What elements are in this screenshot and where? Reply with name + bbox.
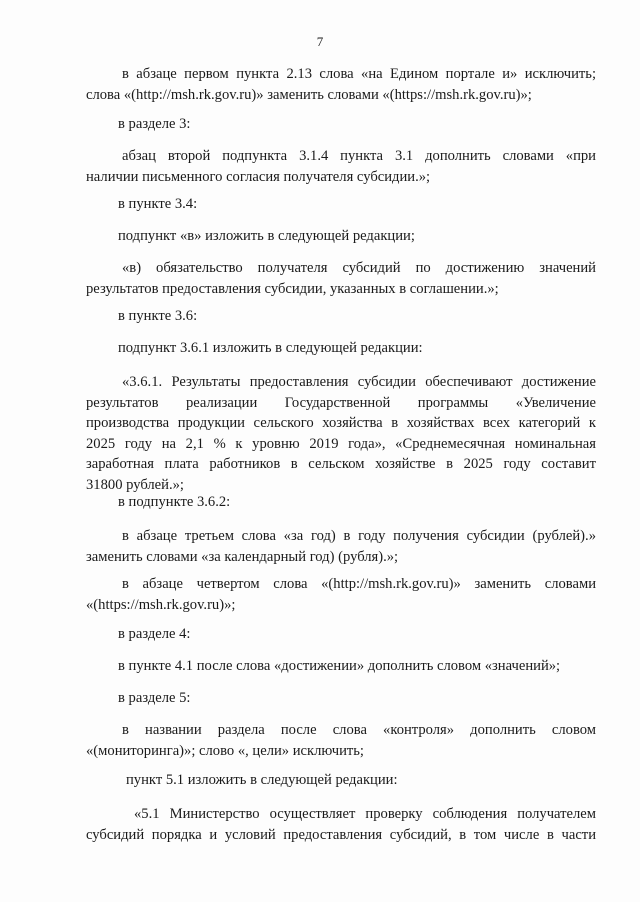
text-line: абзац второй подпункта 3.1.4 пункта 3.1 дополнить словами «при: [122, 148, 596, 164]
paragraph: [86, 574, 596, 615]
paragraph: [86, 146, 596, 187]
text-line: в абзаце четвертом слова «(http://msh.rk.gov.ru)» заменить словами: [122, 576, 596, 592]
paragraph: [118, 492, 596, 513]
text-line: «5.1 Министерство осуществляет проверку соблюдения получателем: [134, 806, 596, 822]
text-line: производства продукции сельского хозяйства в хозяйствах всех категорий к: [86, 415, 596, 431]
paragraph: [118, 656, 596, 677]
text-line: «3.6.1. Результаты предоставления субсидии обеспечивают достижение: [122, 374, 596, 390]
text-line: в названии раздела после слова «контроля» дополнить словом: [122, 722, 596, 738]
text-line: результатов реализации Государственной программы «Увеличение: [86, 394, 596, 411]
text-line: «(https://msh.rk.gov.ru)»;: [86, 596, 236, 613]
text-line: в абзаце первом пункта 2.13 слова «на Едином портале и» исключить;: [122, 66, 596, 82]
paragraph: [86, 64, 596, 105]
text-line: подпункт 3.6.1 изложить в следующей редакции:: [118, 340, 423, 356]
paragraph: [126, 770, 604, 791]
paragraph: [86, 258, 596, 299]
paragraph: [118, 194, 596, 215]
text-line: «в) обязательство получателя субсидий по достижению значений: [122, 260, 596, 276]
text-line: заработная плата работников в сельском хозяйстве в 2025 году составит: [86, 456, 596, 472]
text-line: пункт 5.1 изложить в следующей редакции:: [126, 772, 398, 788]
paragraph: [86, 720, 596, 761]
text-line: 2025 году на 2,1 % к уровню 2019 года», «Среднемесячная номинальная: [86, 435, 596, 452]
text-line: слова «(http://msh.rk.gov.ru)» заменить словами «(https://msh.rk.gov.ru)»;: [86, 86, 532, 103]
text-line: в пункте 3.6:: [118, 308, 198, 324]
paragraph: [118, 306, 596, 327]
paragraph: [118, 114, 596, 135]
text-line: в разделе 4:: [118, 626, 191, 642]
paragraph: [118, 338, 596, 359]
paragraph: [86, 372, 596, 495]
paragraph: [118, 688, 596, 709]
text-line: в подпункте 3.6.2:: [118, 494, 231, 510]
paragraph: [86, 526, 596, 567]
text-line: «(мониторинга)»; слово «, цели» исключить;: [86, 742, 364, 759]
text-line: в абзаце третьем слова «за год) в году получения субсидии (рублей).»: [122, 528, 596, 544]
paragraph: [118, 226, 596, 247]
text-line: в разделе 5:: [118, 690, 191, 706]
text-line: подпункт «в» изложить в следующей редакции;: [118, 228, 415, 244]
text-line: в разделе 3:: [118, 116, 191, 132]
text-line: наличии письменного согласия получателя субсидии.»;: [86, 168, 431, 185]
text-line: 31800 рублей.»;: [86, 476, 184, 493]
paragraph: [118, 624, 596, 645]
paragraph: [86, 804, 596, 845]
text-line: в пункте 4.1 после слова «достижении» дополнить словом «значений»;: [118, 658, 561, 674]
page-number: 7: [316, 34, 324, 49]
text-line: результатов предоставления субсидии, указанных в соглашении.»;: [86, 280, 499, 297]
text-line: заменить словами «за календарный год) (рубля).»;: [86, 548, 399, 565]
text-line: в пункте 3.4:: [118, 196, 198, 212]
text-line: субсидий порядка и условий предоставления субсидий, в том числе в части: [86, 826, 596, 843]
